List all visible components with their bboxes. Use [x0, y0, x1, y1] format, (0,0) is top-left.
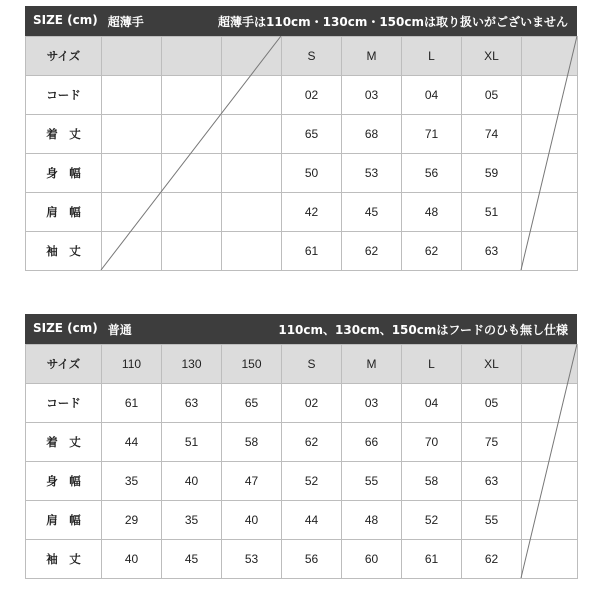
spec-note: 110cm、130cm、150cmはフードのひも無し仕様	[278, 322, 568, 337]
row-label: コード	[26, 76, 102, 115]
table-cell	[162, 76, 222, 115]
table-cell: 50	[282, 154, 342, 193]
size-table-regular	[25, 314, 577, 579]
table-cell: 63	[462, 232, 522, 271]
table-cell: 74	[462, 115, 522, 154]
column-header: 110	[102, 345, 162, 384]
table-row	[26, 115, 578, 154]
table-cell: 62	[342, 232, 402, 271]
row-label: 着 丈	[26, 115, 102, 154]
table-cell: 63	[462, 462, 522, 501]
table-cell	[522, 384, 578, 423]
row-label: 袖 丈	[26, 232, 102, 271]
column-header: サイズ	[26, 345, 102, 384]
table-cell	[522, 232, 578, 271]
table-row	[26, 540, 578, 579]
table-cell	[162, 193, 222, 232]
size-header-row	[26, 345, 578, 384]
table-cell: 04	[402, 384, 462, 423]
table-cell	[102, 76, 162, 115]
table-cell	[222, 193, 282, 232]
table-cell: 75	[462, 423, 522, 462]
table-cell: 42	[282, 193, 342, 232]
table-cell: 35	[162, 501, 222, 540]
column-header: L	[402, 345, 462, 384]
row-label: 袖 丈	[26, 540, 102, 579]
table-cell: 48	[342, 501, 402, 540]
column-header: L	[402, 37, 462, 76]
table-cell: 03	[342, 76, 402, 115]
table-cell: 40	[102, 540, 162, 579]
size-header-row	[26, 37, 578, 76]
column-header	[162, 37, 222, 76]
table-cell: 05	[462, 76, 522, 115]
table-cell	[162, 154, 222, 193]
table-cell: 61	[102, 384, 162, 423]
table-cell: 29	[102, 501, 162, 540]
size-table-ultrathin	[25, 6, 577, 271]
table-cell: 58	[402, 462, 462, 501]
table-row	[26, 384, 578, 423]
table-cell	[102, 115, 162, 154]
table-cell: 52	[282, 462, 342, 501]
table-cell: 56	[402, 154, 462, 193]
table-cell: 51	[462, 193, 522, 232]
table-cell	[522, 154, 578, 193]
table-cell	[522, 501, 578, 540]
table-row	[26, 462, 578, 501]
row-label: 着 丈	[26, 423, 102, 462]
table-cell: 02	[282, 384, 342, 423]
table-cell	[162, 232, 222, 271]
table-cell: 61	[282, 232, 342, 271]
column-header: XL	[462, 345, 522, 384]
table-cell: 53	[342, 154, 402, 193]
table-cell: 65	[222, 384, 282, 423]
table-cell	[522, 115, 578, 154]
column-header	[222, 37, 282, 76]
table-cell: 62	[282, 423, 342, 462]
column-header: 130	[162, 345, 222, 384]
column-header: M	[342, 345, 402, 384]
column-header: S	[282, 37, 342, 76]
table-row	[26, 76, 578, 115]
row-label: コード	[26, 384, 102, 423]
table-cell: 48	[402, 193, 462, 232]
size-unit-label: SIZE (cm)	[33, 12, 98, 27]
table-cell	[102, 232, 162, 271]
table-cell: 44	[282, 501, 342, 540]
table-cell: 63	[162, 384, 222, 423]
row-label: 肩 幅	[26, 501, 102, 540]
fabric-type-label: 超薄手	[107, 14, 144, 29]
fabric-type-label: 普通	[107, 322, 132, 337]
table-cell: 52	[402, 501, 462, 540]
table-cell: 03	[342, 384, 402, 423]
column-header: 150	[222, 345, 282, 384]
table-cell: 45	[342, 193, 402, 232]
size-unit-label: SIZE (cm)	[33, 320, 98, 335]
column-header	[522, 345, 578, 384]
table-cell: 58	[222, 423, 282, 462]
table-row	[26, 193, 578, 232]
table-cell: 62	[402, 232, 462, 271]
table-cell	[522, 462, 578, 501]
table-cell: 40	[162, 462, 222, 501]
table-cell	[222, 232, 282, 271]
table-cell: 68	[342, 115, 402, 154]
column-header	[522, 37, 578, 76]
column-header: XL	[462, 37, 522, 76]
table-header	[25, 314, 577, 344]
table-cell: 47	[222, 462, 282, 501]
table-cell: 66	[342, 423, 402, 462]
size-grid	[25, 344, 578, 579]
table-cell: 51	[162, 423, 222, 462]
row-label: 身 幅	[26, 154, 102, 193]
column-header: S	[282, 345, 342, 384]
table-cell: 55	[462, 501, 522, 540]
table-cell: 44	[102, 423, 162, 462]
table-cell: 04	[402, 76, 462, 115]
table-cell: 60	[342, 540, 402, 579]
table-cell	[522, 423, 578, 462]
table-cell	[522, 193, 578, 232]
table-cell: 55	[342, 462, 402, 501]
table-cell: 56	[282, 540, 342, 579]
table-cell: 59	[462, 154, 522, 193]
column-header: サイズ	[26, 37, 102, 76]
table-cell	[102, 193, 162, 232]
table-row	[26, 501, 578, 540]
table-cell: 40	[222, 501, 282, 540]
column-header: M	[342, 37, 402, 76]
table-row	[26, 232, 578, 271]
table-cell	[222, 154, 282, 193]
table-cell	[522, 76, 578, 115]
availability-note: 超薄手は110cm・130cm・150cmは取り扱いがございません	[218, 14, 568, 29]
table-cell	[222, 115, 282, 154]
table-cell: 71	[402, 115, 462, 154]
table-header	[25, 6, 577, 36]
table-cell	[222, 76, 282, 115]
table-cell: 65	[282, 115, 342, 154]
size-grid	[25, 36, 578, 271]
table-cell	[162, 115, 222, 154]
table-row	[26, 154, 578, 193]
table-cell: 35	[102, 462, 162, 501]
row-label: 肩 幅	[26, 193, 102, 232]
table-cell: 53	[222, 540, 282, 579]
table-cell: 45	[162, 540, 222, 579]
table-cell: 05	[462, 384, 522, 423]
table-cell: 02	[282, 76, 342, 115]
table-row	[26, 423, 578, 462]
table-cell: 62	[462, 540, 522, 579]
table-cell: 70	[402, 423, 462, 462]
table-cell	[102, 154, 162, 193]
column-header	[102, 37, 162, 76]
row-label: 身 幅	[26, 462, 102, 501]
table-cell: 61	[402, 540, 462, 579]
table-cell	[522, 540, 578, 579]
